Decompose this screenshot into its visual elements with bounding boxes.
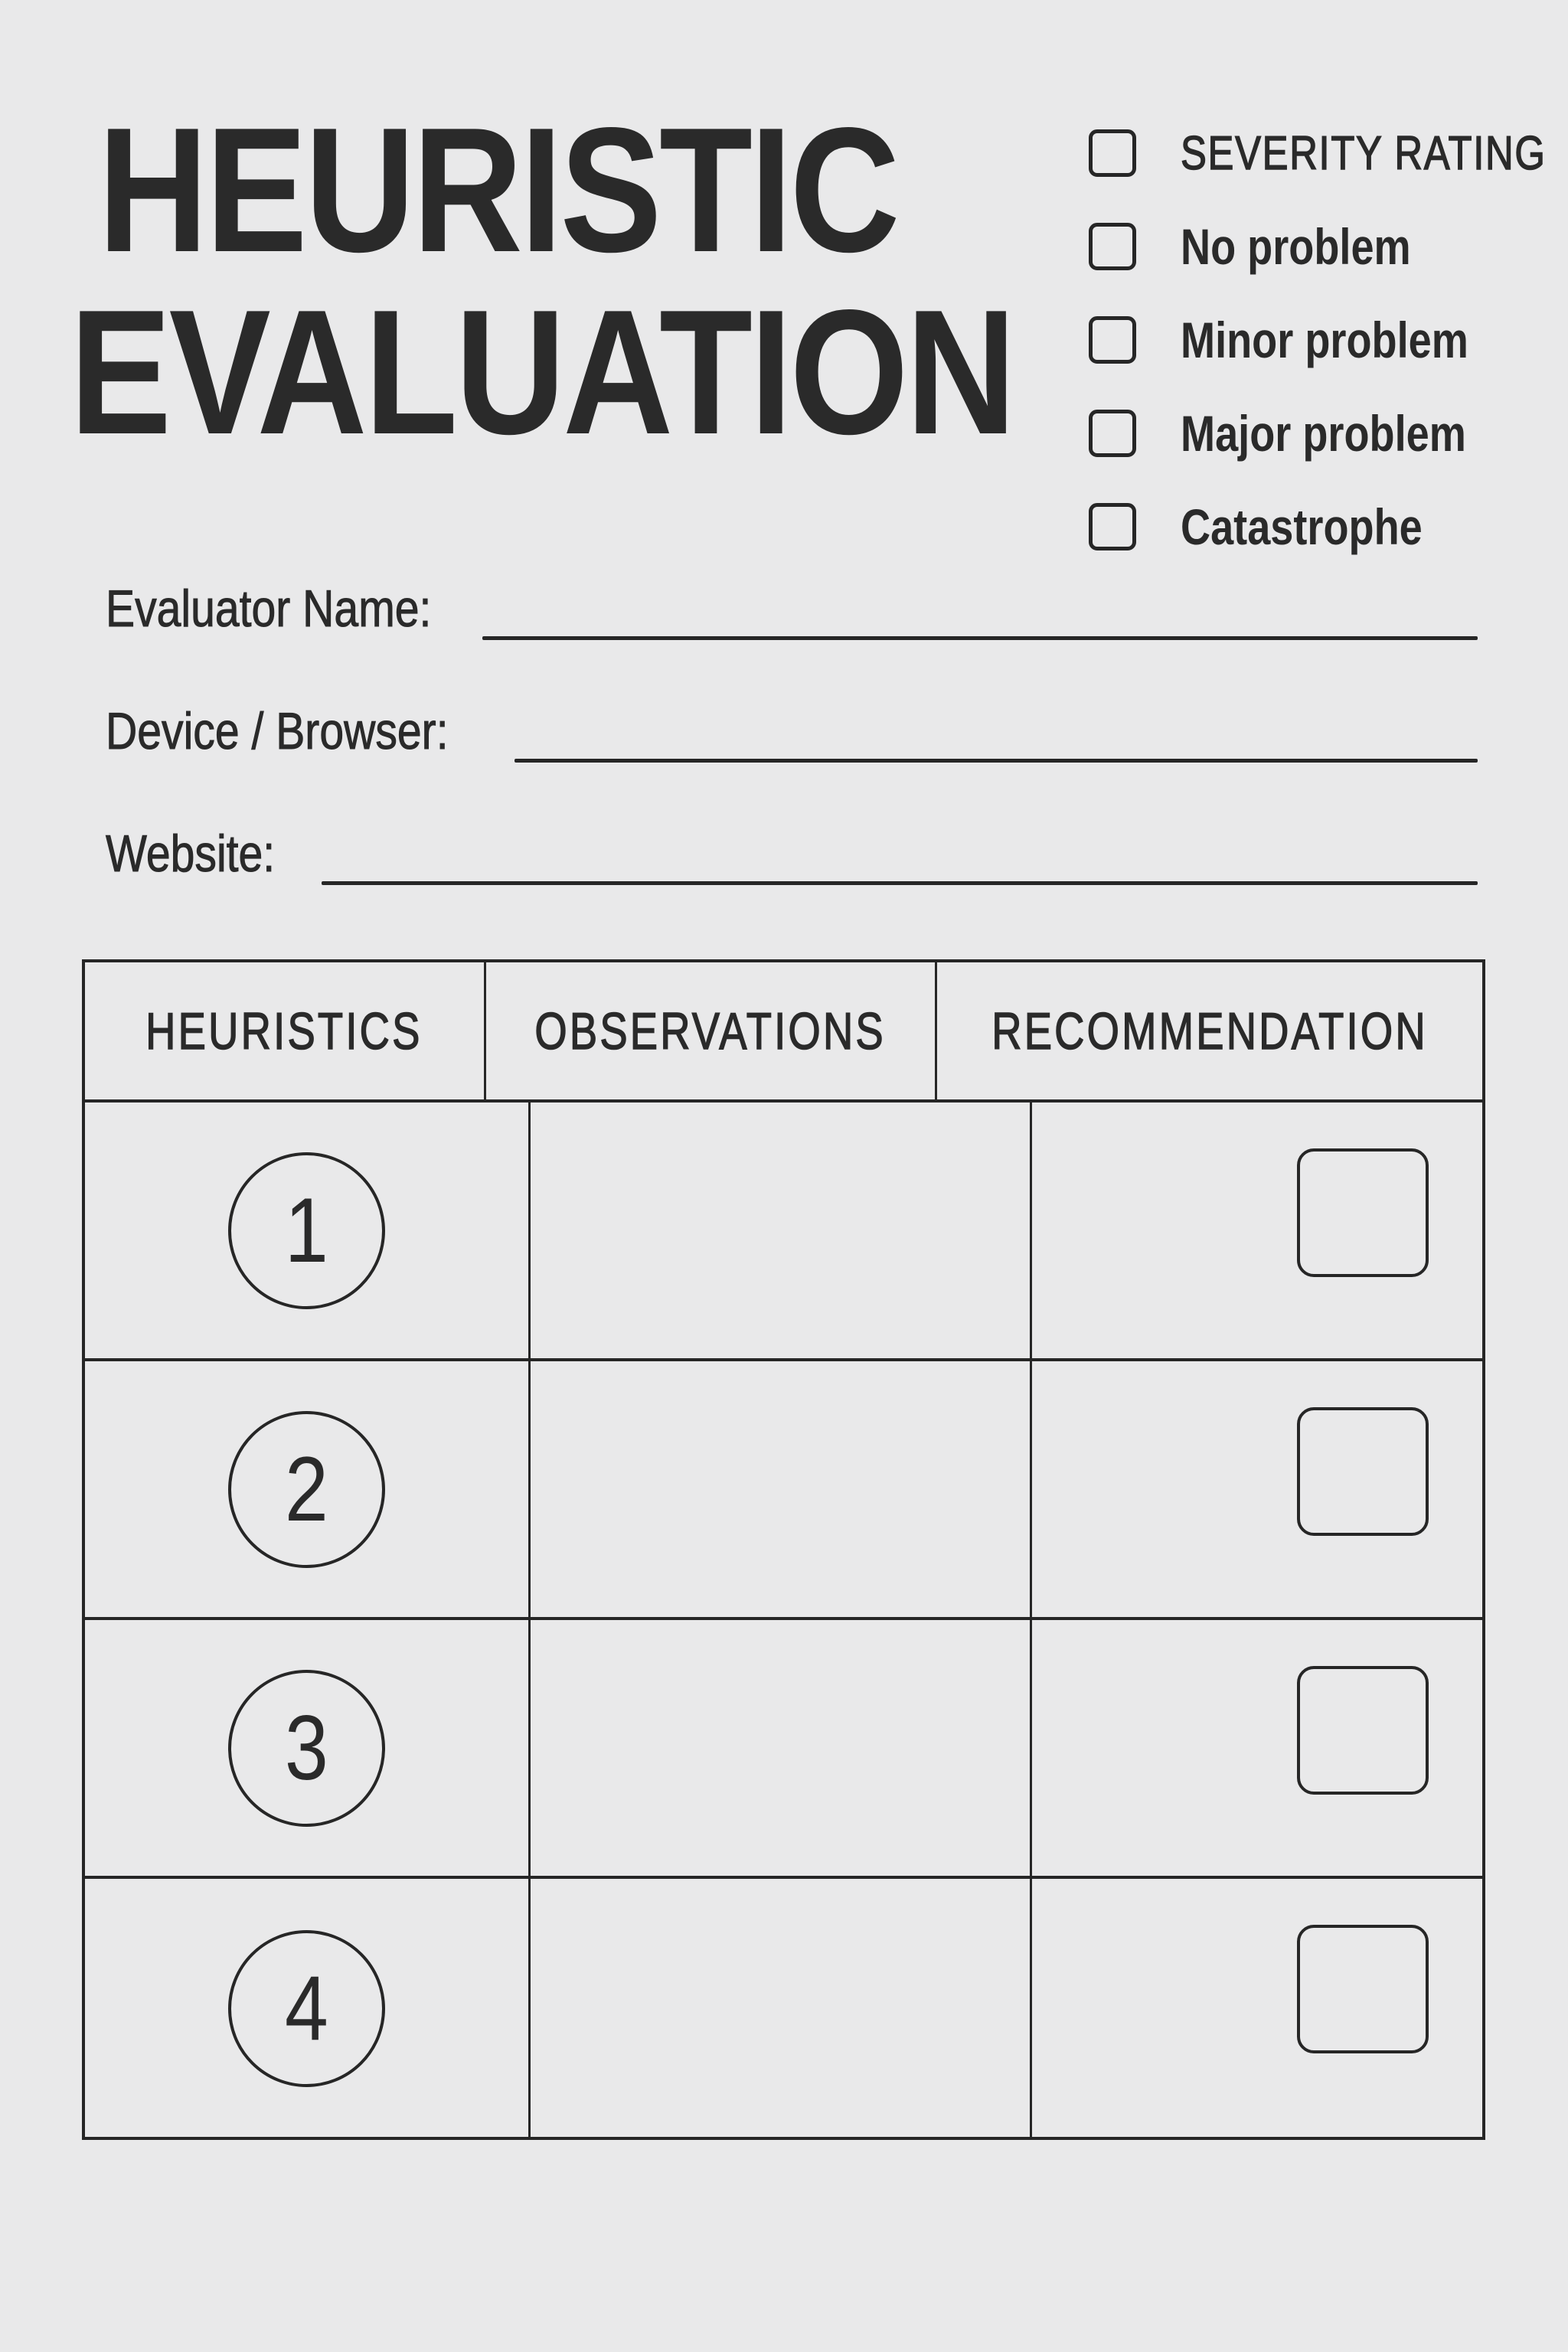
evaluator-name-field <box>106 567 1484 638</box>
evaluator-name-label: Evaluator Name: <box>106 580 432 638</box>
device-browser-field <box>106 689 1484 758</box>
heuristic-number-circle: 1 <box>228 1152 385 1309</box>
device-browser-label: Device / Browser: <box>106 702 449 760</box>
heuristic-cell <box>85 1620 531 1876</box>
table-row <box>85 1879 1482 2138</box>
severity-option-major-problem[interactable] <box>1089 399 1568 492</box>
severity-option-minor-problem[interactable] <box>1089 305 1568 399</box>
recommendation-checkbox[interactable] <box>1297 1666 1429 1795</box>
recommendation-cell <box>1032 1361 1482 1617</box>
recommendation-cell <box>1032 1879 1482 2138</box>
observation-cell[interactable] <box>531 1879 1032 2138</box>
device-browser-input[interactable] <box>514 759 1478 763</box>
heuristic-number-circle: 3 <box>228 1670 385 1827</box>
severity-option-label: Major problem <box>1181 405 1466 462</box>
severity-heading: SEVERITY RATING <box>1181 126 1547 180</box>
website-input[interactable] <box>322 881 1478 885</box>
severity-heading-checkbox[interactable] <box>1089 129 1136 177</box>
recommendation-checkbox[interactable] <box>1297 1148 1429 1277</box>
heuristic-number-circle: 4 <box>228 1930 385 2087</box>
heuristic-cell <box>85 1361 531 1617</box>
severity-heading-row[interactable] <box>1089 119 1568 212</box>
header-heuristics: HEURISTICS <box>85 962 486 1099</box>
heuristic-cell <box>85 1879 531 2138</box>
checkbox[interactable] <box>1089 410 1136 457</box>
observation-cell[interactable] <box>531 1361 1032 1617</box>
heuristic-number-circle: 2 <box>228 1411 385 1568</box>
checkbox[interactable] <box>1089 316 1136 364</box>
title-line-2: EVALUATION <box>70 273 1014 472</box>
checkbox[interactable] <box>1089 223 1136 270</box>
recommendation-checkbox[interactable] <box>1297 1925 1429 2053</box>
header-recommendation: RECOMMENDATION <box>991 1001 1428 1060</box>
table-header-row <box>85 962 1482 1102</box>
table-row <box>85 1620 1482 1879</box>
recommendation-cell <box>1032 1102 1482 1358</box>
website-field <box>106 812 1484 883</box>
website-label: Website: <box>106 825 276 883</box>
severity-option-label: Catastrophe <box>1181 498 1423 555</box>
title-line-1: HEURISTIC <box>97 91 898 289</box>
heuristic-cell <box>85 1102 531 1358</box>
severity-rating-panel <box>1089 119 1568 586</box>
severity-option-label: No problem <box>1181 218 1411 275</box>
page-title <box>70 91 1014 472</box>
observation-cell[interactable] <box>531 1102 1032 1358</box>
table-row <box>85 1102 1482 1361</box>
recommendation-checkbox[interactable] <box>1297 1407 1429 1536</box>
severity-option-label: Minor problem <box>1181 312 1468 368</box>
table-row <box>85 1361 1482 1620</box>
severity-option-no-problem[interactable] <box>1089 212 1568 305</box>
observation-cell[interactable] <box>531 1620 1032 1876</box>
evaluation-table <box>82 959 1485 2140</box>
evaluator-name-input[interactable] <box>482 636 1478 640</box>
header-observations: OBSERVATIONS <box>486 962 937 1099</box>
recommendation-cell <box>1032 1620 1482 1876</box>
checkbox[interactable] <box>1089 503 1136 550</box>
